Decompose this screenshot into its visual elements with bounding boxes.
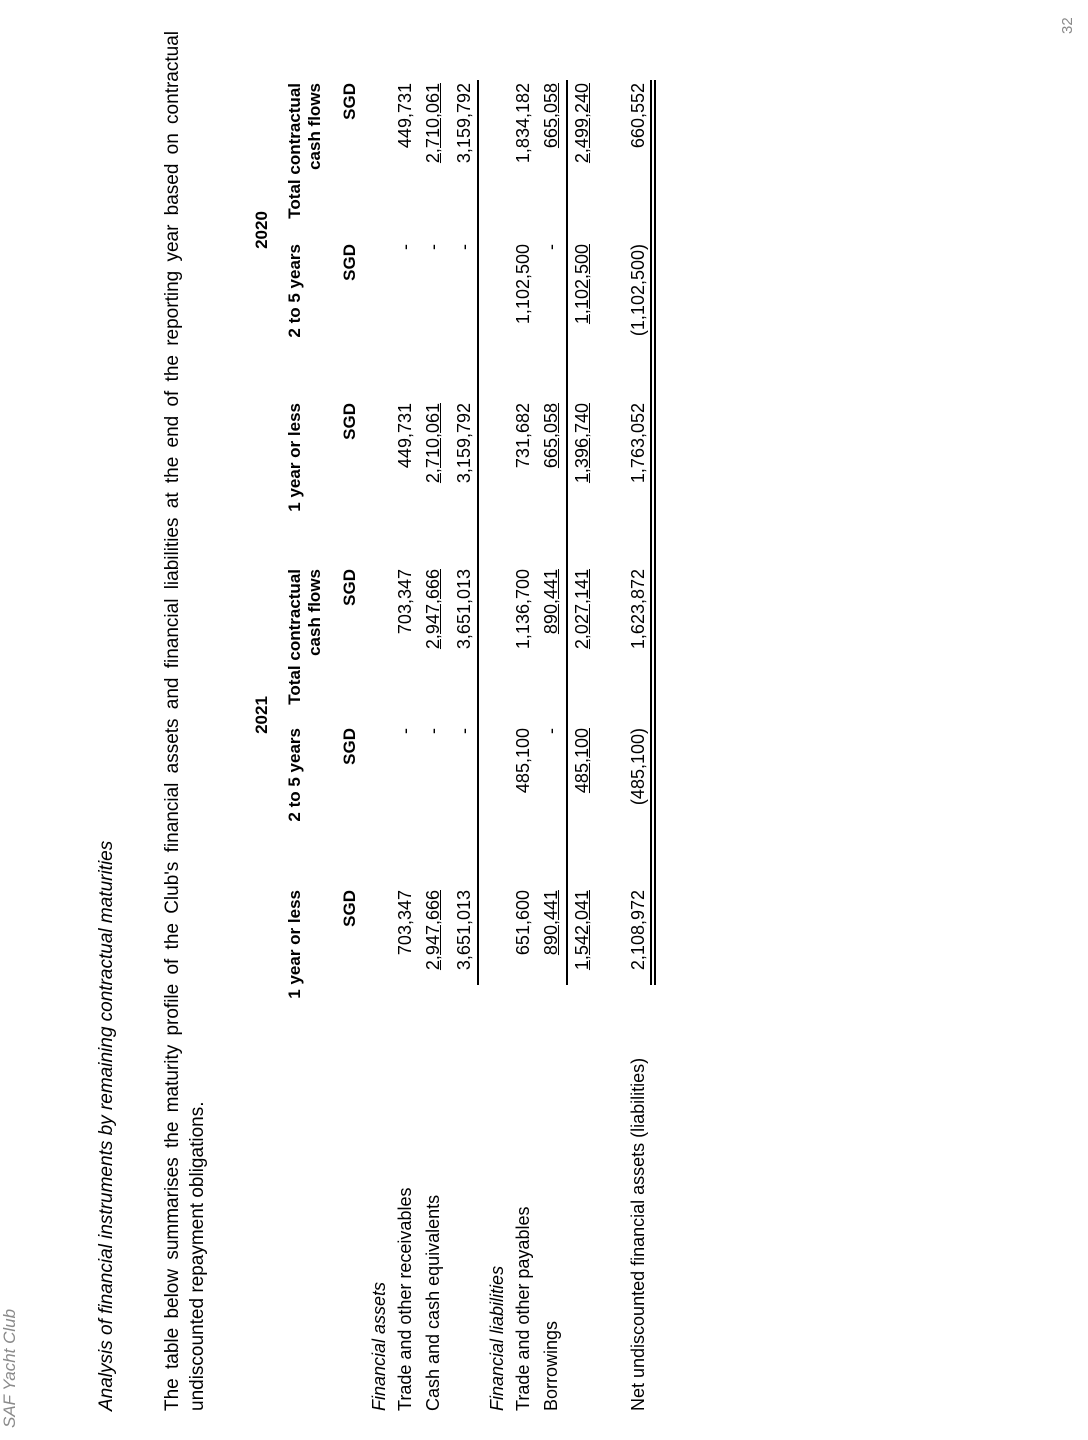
row-label-borrowings: Borrowings [541, 1320, 561, 1411]
financial-assets-heading: Financial assets [369, 1281, 389, 1411]
cell-cash-2021-1yr: 2,947,666 [423, 890, 443, 971]
cell-assets-total-2021-2to5: - [454, 728, 474, 734]
cell-cash-2021-2to5: - [423, 728, 443, 734]
cell-trade-receivables-2021-2to5: - [395, 728, 415, 734]
cell-trade-payables-2020-2to5: 1,102,500 [513, 244, 533, 325]
liabilities-total-rule [566, 80, 568, 985]
cell-cash-2020-1yr: 2,710,061 [423, 403, 443, 484]
col-header-2020-2to5: 2 to 5 years SGD [285, 244, 359, 338]
cell-liabilities-total-2020-1yr: 1,396,740 [572, 403, 592, 484]
cell-trade-receivables-2021-1yr: 703,347 [395, 890, 415, 956]
assets-total-rule [477, 80, 479, 985]
cell-trade-payables-2021-2to5: 485,100 [513, 728, 533, 794]
net-double-rule [650, 80, 656, 985]
cell-net-2021-2to5: (485,100) [628, 728, 648, 806]
cell-cash-2021-total: 2,947,666 [423, 569, 443, 650]
cell-liabilities-total-2021-total: 2,027,141 [572, 569, 592, 650]
cell-net-2020-total: 660,552 [628, 83, 648, 149]
cell-liabilities-total-2020-2to5: 1,102,500 [572, 244, 592, 325]
cell-net-2020-1yr: 1,763,052 [628, 403, 648, 484]
cell-trade-payables-2020-total: 1,834,182 [513, 83, 533, 164]
row-label-cash: Cash and cash equivalents [423, 1194, 443, 1411]
cell-borrowings-2021-2to5: - [541, 728, 561, 734]
cell-net-2020-2to5: (1,102,500) [628, 244, 648, 337]
row-label-trade-receivables: Trade and other receivables [395, 1187, 415, 1411]
cell-borrowings-2020-1yr: 665,058 [541, 403, 561, 469]
cell-cash-2020-total: 2,710,061 [423, 83, 443, 164]
cell-trade-payables-2020-1yr: 731,682 [513, 403, 533, 469]
cell-liabilities-total-2020-total: 2,499,240 [572, 83, 592, 164]
row-label-trade-payables: Trade and other payables [513, 1206, 533, 1411]
cell-liabilities-total-2021-1yr: 1,542,041 [572, 890, 592, 971]
page-number: 32 [1059, 17, 1076, 34]
intro-paragraph: The table below summarises the maturity profile of the Club's financial assets and financial liabilities at the end of the reporting year based on contractual undiscounted repayment obligations. [162, 31, 208, 1411]
cell-net-2021-1yr: 2,108,972 [628, 890, 648, 971]
financial-liabilities-heading: Financial liabilities [487, 1265, 507, 1411]
section-title: Analysis of financial instruments by remaining contractual maturities [96, 840, 117, 1411]
cell-net-2021-total: 1,623,872 [628, 569, 648, 650]
cell-borrowings-2021-total: 890,441 [541, 569, 561, 635]
cell-trade-receivables-2021-total: 703,347 [395, 569, 415, 635]
cell-assets-total-2021-1yr: 3,651,013 [454, 890, 474, 971]
cell-borrowings-2021-1yr: 890,441 [541, 890, 561, 956]
row-label-net: Net undiscounted financial assets (liabilities) [628, 1057, 648, 1411]
col-header-2021-2to5: 2 to 5 years SGD [285, 728, 359, 822]
cell-assets-total-2020-total: 3,159,792 [454, 83, 474, 164]
cell-trade-payables-2021-total: 1,136,700 [513, 569, 533, 650]
cell-trade-receivables-2020-1yr: 449,731 [395, 403, 415, 469]
cell-trade-payables-2021-1yr: 651,600 [513, 890, 533, 956]
cell-trade-receivables-2020-2to5: - [395, 244, 415, 250]
cell-cash-2020-2to5: - [423, 244, 443, 250]
cell-liabilities-total-2021-2to5: 485,100 [572, 728, 592, 794]
col-header-2020-1yr: 1 year or less SGD [285, 403, 359, 512]
year-2020-header: 2020 [252, 211, 271, 249]
cell-borrowings-2020-2to5: - [541, 244, 561, 250]
cell-assets-total-2020-2to5: - [454, 244, 474, 250]
cell-borrowings-2020-total: 665,058 [541, 83, 561, 149]
cell-assets-total-2021-total: 3,651,013 [454, 569, 474, 650]
club-name-header: SAF Yacht Club [0, 1308, 19, 1428]
col-header-2020-total: Total contractual cash flows SGD [285, 83, 359, 219]
cell-trade-receivables-2020-total: 449,731 [395, 83, 415, 149]
cell-assets-total-2020-1yr: 3,159,792 [454, 403, 474, 484]
col-header-2021-total: Total contractual cash flows SGD [285, 569, 359, 705]
col-header-2021-1yr: 1 year or less SGD [285, 890, 359, 999]
year-2021-header: 2021 [252, 696, 271, 734]
